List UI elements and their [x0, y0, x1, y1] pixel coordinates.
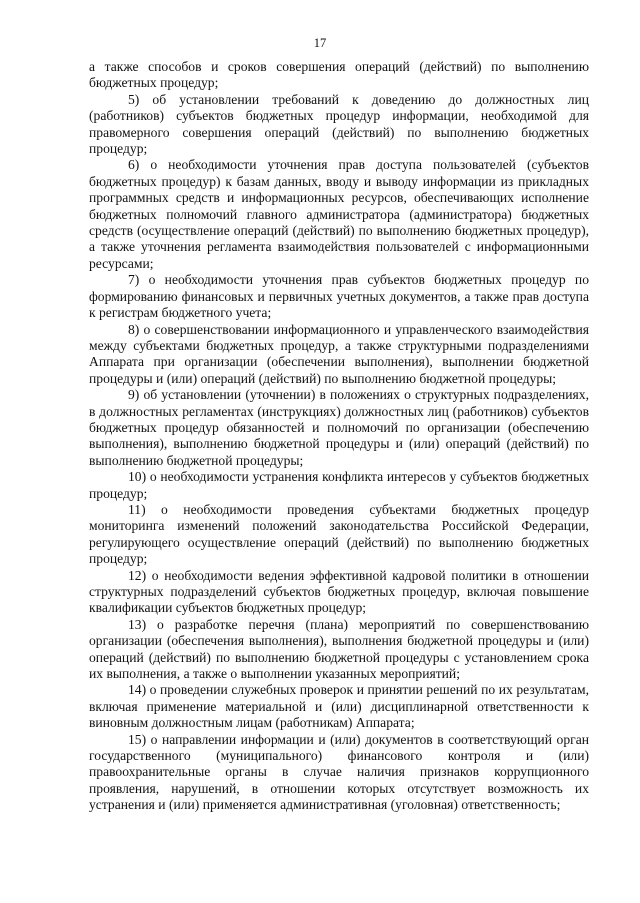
- document-body: [89, 59, 589, 814]
- paragraph-item-10: 10) о необходимости устранения конфликта интересов у субъектов бюджетных процедур;: [89, 469, 589, 501]
- paragraph-item-15: 15) о направлении информации и (или) документов в соответствующий орган государственного (муниципального) финансового контроля и (или) правоохранительные органы в случае наличия признаков коррупционного проявления, нарушений, в отношении которых отсутствует возможность их устранения и (или) применяется административная (уголовная) ответственность;: [89, 731, 589, 813]
- paragraph-item-12: 12) о необходимости ведения эффективной кадровой политики в отношении структурных подразделений субъектов бюджетных процедур, включая повышение квалификации субъектов бюджетных процедур;: [89, 567, 589, 616]
- paragraph-item-14: 14) о проведении служебных проверок и принятии решений по их результатам, включая применение материальной и (или) дисциплинарной ответственности к виновным должностным лицам (работникам) Аппарата;: [89, 682, 589, 731]
- paragraph-item-7: 7) о необходимости уточнения прав субъектов бюджетных процедур по формированию финансовых и первичных учетных документов, а также прав доступа к регистрам бюджетного учета;: [89, 272, 589, 321]
- paragraph-continuation: а также способов и сроков совершения операций (действий) по выполнению бюджетных процедур;: [89, 59, 589, 91]
- paragraph-item-9: 9) об установлении (уточнении) в положениях о структурных подразделениях, в должностных регламентах (инструкциях) должностных лиц (работников) субъектов бюджетных процедур обязанностей и полномочий по организации (обеспечению выполнения), выполнению бюджетной процедуры и (или) операций (действий) по выполнению бюджетной процедуры;: [89, 387, 589, 468]
- paragraph-item-5: 5) об установлении требований к доведению до должностных лиц (работников) субъектов бюджетных процедур информации, необходимой для правомерного совершения операций (действий) по выполнению бюджетных процедур;: [89, 91, 589, 157]
- paragraph-item-13: 13) о разработке перечня (плана) мероприятий по совершенствованию организации (обеспечения выполнения), выполнения бюджетной процедуры и (или) операций (действий) по выполнению бюджетной процедуры с установлением срока их выполнения, а также о выполнении указанных мероприятий;: [89, 616, 589, 682]
- paragraph-item-8: 8) о совершенствовании информационного и управленческого взаимодействия между субъектами бюджетных процедур, а также структурными подразделениями Аппарата при организации (обеспечении выполнения), выполнении бюджетной процедуры и (или) операций (действий) по выполнению бюджетной процедуры;: [89, 321, 589, 386]
- page-number: 17: [313, 36, 327, 50]
- paragraph-item-11: 11) о необходимости проведения субъектами бюджетных процедур мониторинга изменений положений законодательства Российской Федерации, регулирующего осуществление операций (действий) по выполнению бюджетных процедур;: [89, 501, 589, 567]
- paragraph-item-6: 6) о необходимости уточнения прав доступа пользователей (субъектов бюджетных процедур) к базам данных, вводу и выводу информации из прикладных программных средств и информационных ресурсов, обеспечивающих исполнение бюджетных полномочий главного администратора (администратора) бюджетных средств (осуществление операций (действий) по выполнению бюджетных процедур), а также уточнения регламента взаимодействия пользователей с информационными ресурсами;: [89, 157, 589, 271]
